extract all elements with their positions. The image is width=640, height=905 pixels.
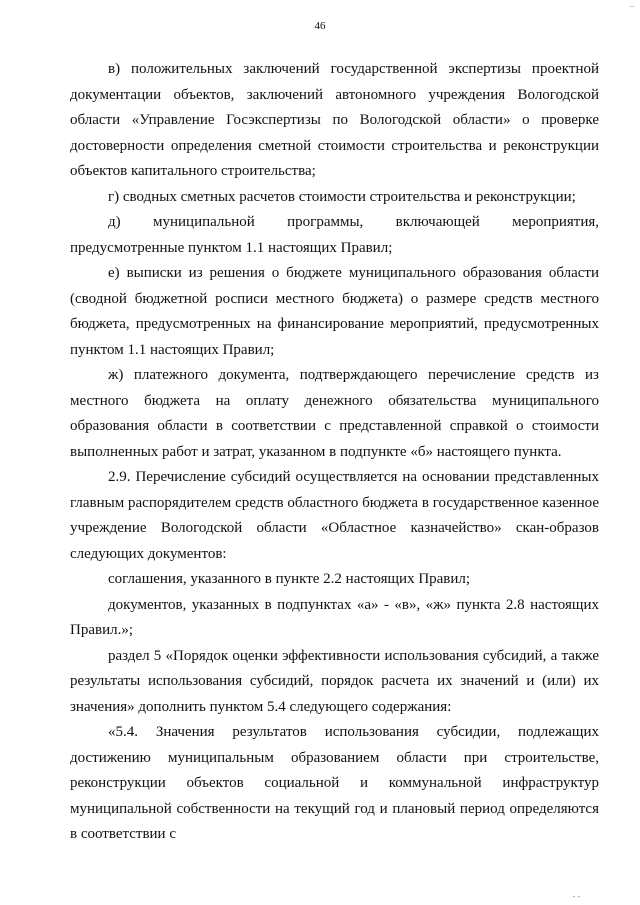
paragraph-agreement: соглашения, указанного в пункте 2.2 настоящих Правил; bbox=[108, 571, 471, 587]
document-body bbox=[70, 57, 599, 848]
corner-mark-top: .. bbox=[630, 0, 634, 9]
paragraph-2-9: 2.9. Перечисление субсидий осуществляется на основании представленных главным распорядителем средств областного бюджета в государственное казенное учреждение Вологодской области «Областное казначейство» скан-образов следующих документов: bbox=[70, 469, 599, 562]
paragraph-g: г) сводных сметных расчетов стоимости строительства и реконструкции; bbox=[108, 188, 576, 205]
page-number: 46 bbox=[314, 20, 326, 32]
paragraph-section-5: раздел 5 «Порядок оценки эффективности использования субсидий, а также результаты использования субсидий, порядок расчета их значений и (или) их значения» дополнить пунктом 5.4 следующего содержания: bbox=[70, 647, 599, 715]
paragraph-documents: документов, указанных в подпунктах «а» - «в», «ж» пункта 2.8 настоящих Правил.»; bbox=[70, 596, 599, 638]
paragraph-v: в) положительных заключений государственной экспертизы проектной документации объектов, заключений автономного учреждения Вологодской области «Управление Госэкспертизы по Вологодской области» о проверке достоверности определения сметной стоимости строительства и реконструкции объектов капитального строительства; bbox=[70, 61, 599, 179]
corner-mark-bottom: - - bbox=[572, 892, 580, 901]
paragraph-d: д) муниципальной программы, включающей мероприятия, предусмотренные пунктом 1.1 настоящих Правил; bbox=[70, 214, 599, 256]
paragraph-zh: ж) платежного документа, подтверждающего перечисление средств из местного бюджета на оплату денежного обязательства муниципального образования области в соответствии с представленной справкой о стоимости выполненных работ и затрат, указанном в подпункте «б» настоящего пункта. bbox=[70, 367, 599, 460]
paragraph-e: е) выписки из решения о бюджете муниципального образования области (сводной бюджетной росписи местного бюджета) о размере средств местного бюджета, предусмотренных на финансирование мероприятий, предусмотренных пунктом 1.1 настоящих Правил; bbox=[70, 265, 599, 358]
paragraph-5-4: «5.4. Значения результатов использования субсидии, подлежащих достижению муниципальным образованием области при строительстве, реконструкции объектов социальной и коммунальной инфраструктур муниципальной собственности на текущий год и плановый период определяются в соответствии с bbox=[70, 724, 599, 842]
